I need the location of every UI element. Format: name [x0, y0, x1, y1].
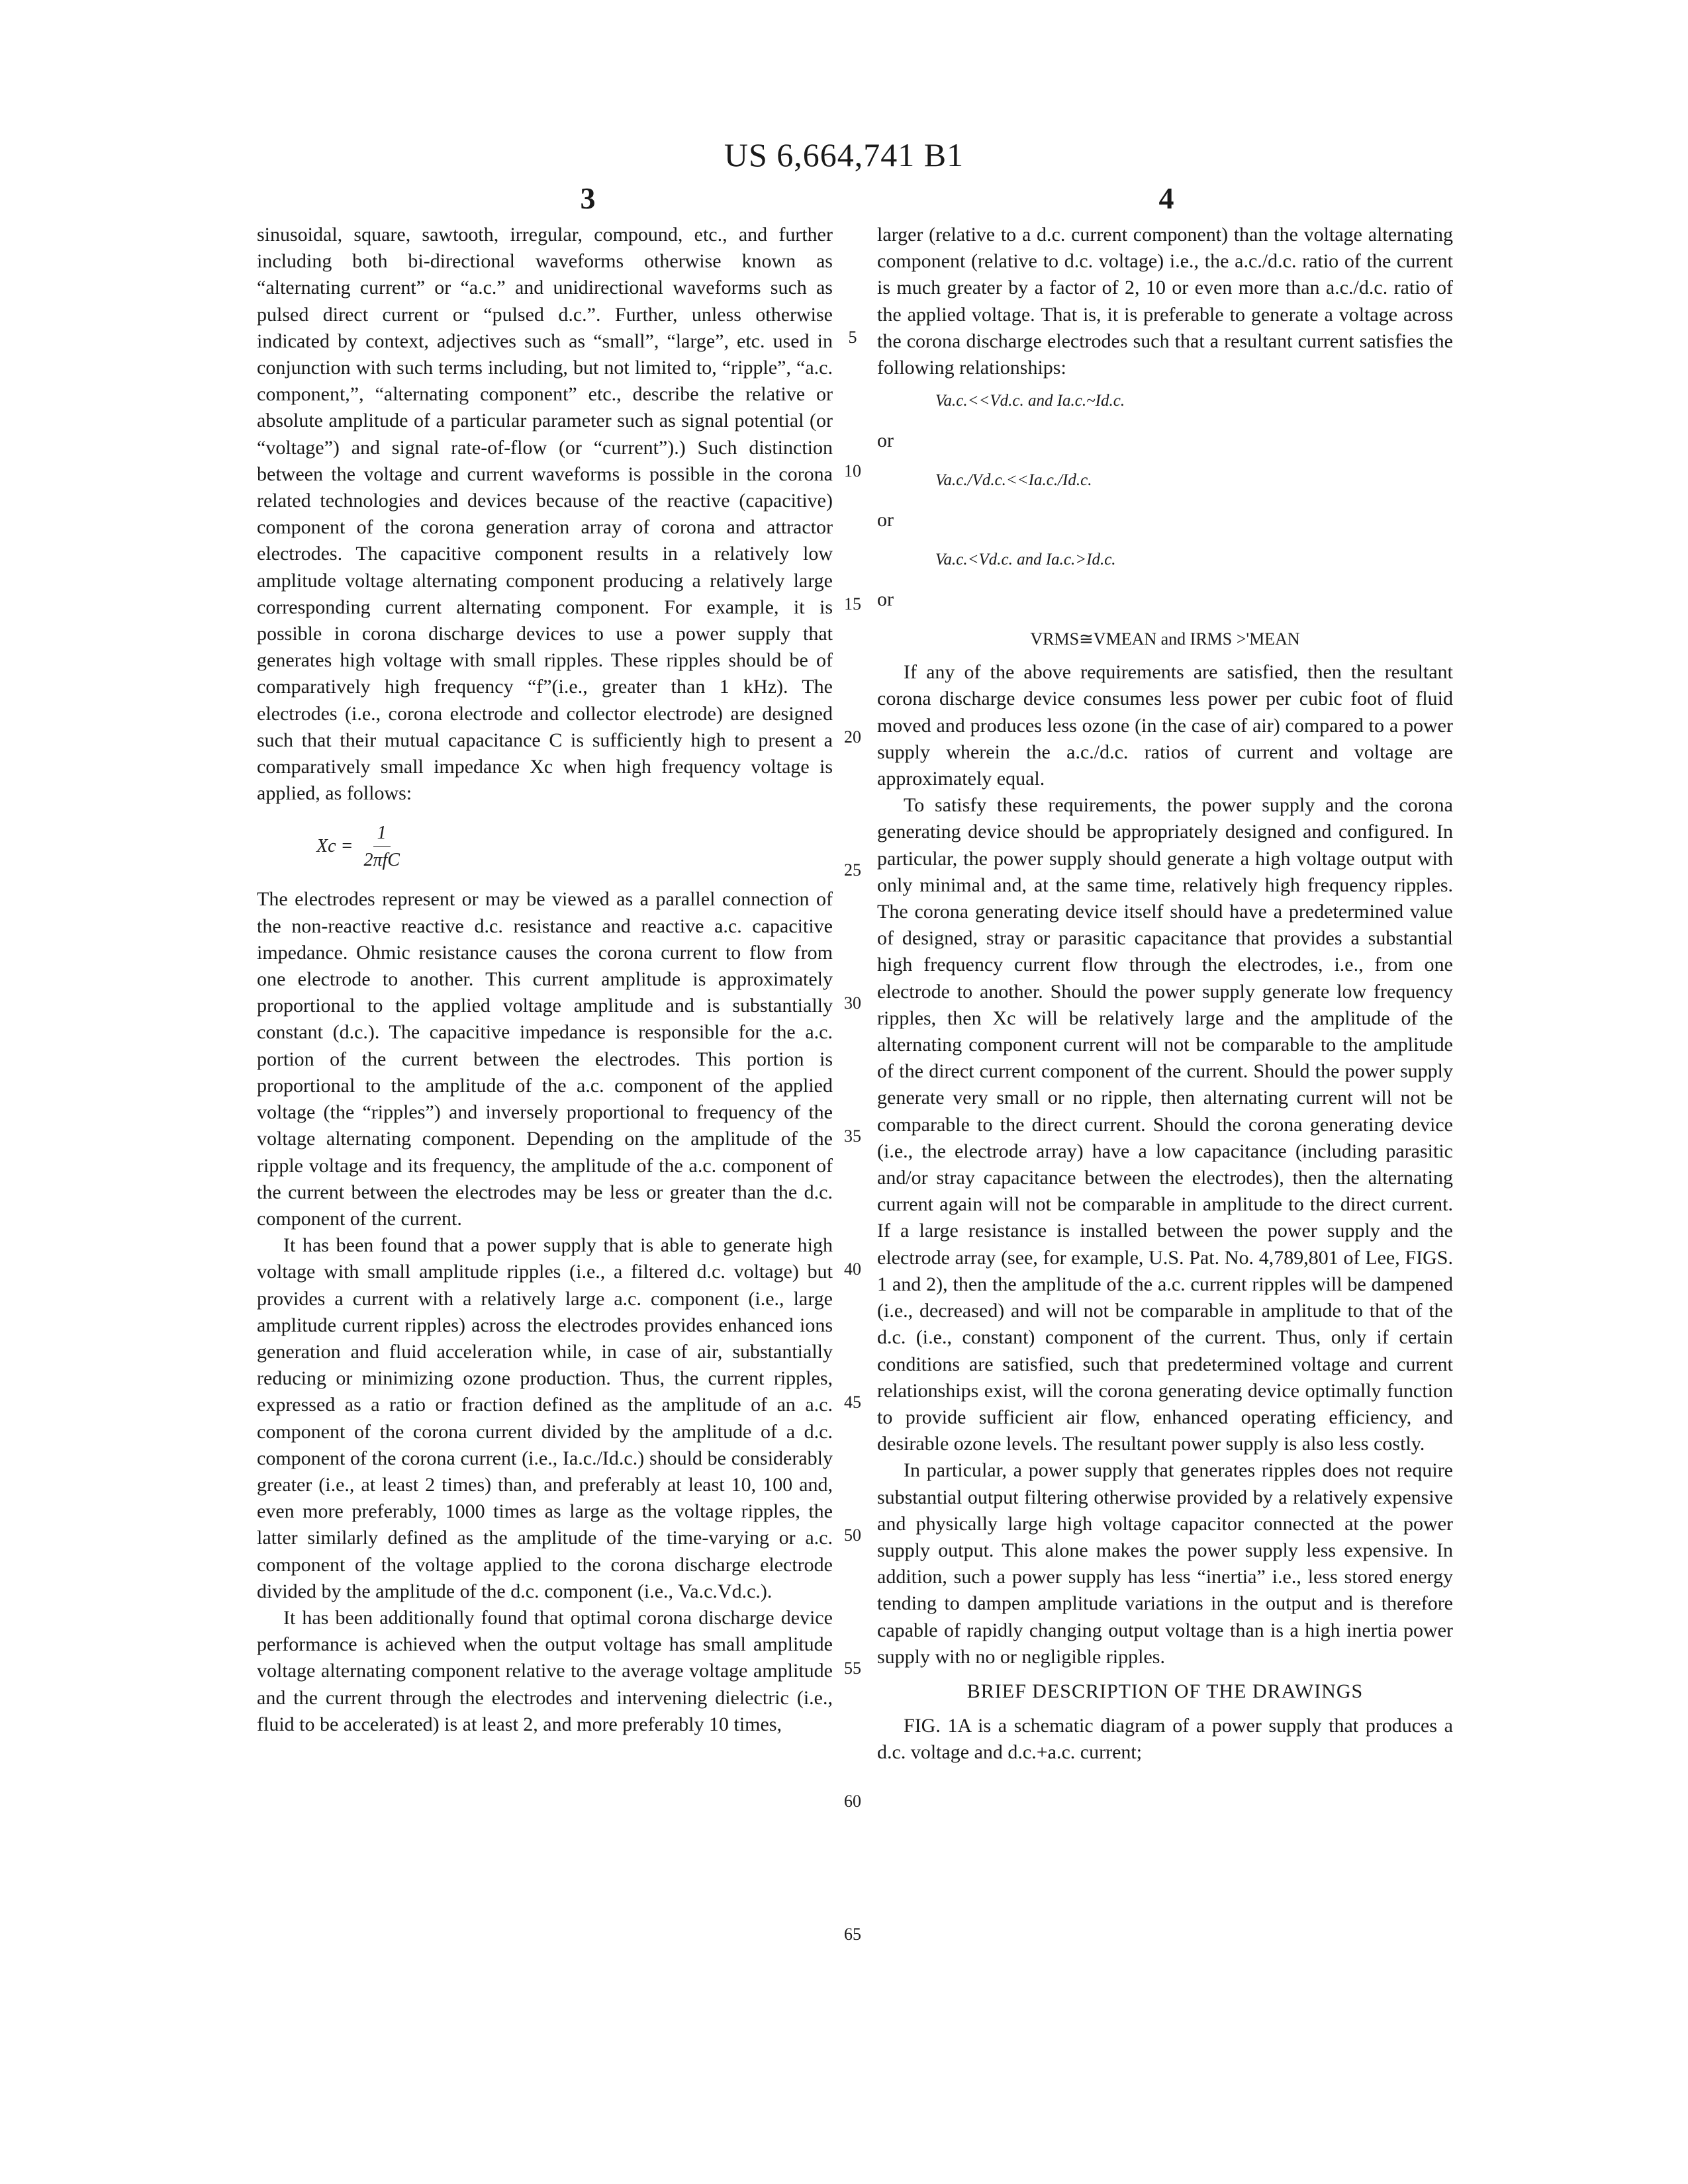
line-number: 5	[848, 328, 857, 347]
line-number: 25	[844, 860, 861, 880]
right-paragraph-4: In particular, a power supply that generates ripples does not require substantial output filtering otherwise provided by a relatively expensive and physically large high voltage capacitor connected at the power supply output. This alone makes the power supply less expensive. In addition, such a power supply has less “inertia” i.e., less stored energy tending to dampen amplitude variations in the output and is therefore capable of rapidly changing output voltage than is a high inertia power supply with no or negligible ripples.	[877, 1459, 1453, 1668]
left-column	[257, 222, 833, 1738]
left-paragraph-3: It has been found that a power supply that is able to generate high voltage with small amplitude ripples (i.e., a filtered d.c. voltage) but provides a current with a relatively large a.c. component (i.e., large amplitude current ripples) across the electrodes provides enhanced ions generation and fluid acceleration while, in case of air, substantially reducing or minimizing ozone production. Thus, the current ripples, expressed as a ratio or fraction defined as the amplitude of an a.c. component of the corona current divided by the amplitude of a d.c. component of the corona current (i.e., Ia.c./Id.c.) should be considerably greater (i.e., at least 2 times) than, and preferably at least 10, 100 and, even more preferably, 1000 times as large as the voltage ripples, the latter similarly defined as the amplitude of the time-varying or a.c. component of the voltage applied to the corona discharge electrode divided by the amplitude of the d.c. component (i.e., Va.c.Vd.c.).	[257, 1234, 833, 1602]
line-number: 60	[844, 1792, 861, 1811]
left-column-number: 3	[580, 181, 596, 215]
relationship-equation-4: VRMS≅VMEAN and IRMS >'MEAN	[1030, 629, 1300, 649]
relationship-equation-1: Va.c.<<Vd.c. and Ia.c.~Id.c.	[935, 392, 1125, 410]
or-separator: or	[877, 509, 894, 531]
left-paragraph-4: It has been additionally found that optimal corona discharge device performance is achieved when the output voltage has small amplitude voltage alternating component relative to the average voltage amplitude and the current through the electrodes and intervening dielectric (i.e., fluid to be accelerated) is at least 2, and more preferably 10 times,	[257, 1606, 833, 1735]
capacitive-impedance-formula	[257, 807, 833, 886]
formula-fraction	[359, 820, 403, 874]
relationship-equation-2: Va.c./Vd.c.<<Ia.c./Id.c.	[935, 471, 1092, 490]
formula-denominator: 2πfC	[363, 849, 400, 870]
right-paragraph-3: To satisfy these requirements, the power supply and the corona generating device should be appropriately designed and configured. In particular, the power supply should generate a high voltage output with only minimal and, at the same time, relatively high frequency ripples. The corona generating device itself should have a predetermined value of designed, stray or parasitic capacitance that provides a substantial high frequency current flow through the electrodes, i.e., from one electrode to another. Should the power supply generate low frequency ripples, then Xc will be relatively large and the amplitude of the alternating component current will not be comparable to the amplitude of the direct current component of the current. Should the power supply generate very small or no ripple, then alternating current will not be comparable to the direct current. Should the corona generating device (i.e., the electrode array) have a low capacitance (including parasitic and/or stray capacitance between the electrodes), then the alternating current again will not be comparable in amplitude to the direct current. If a large resistance is installed between the power supply and the electrode array (see, for example, U.S. Pat. No. 4,789,801 of Lee, FIGS. 1 and 2), then the amplitude of the a.c. current ripples will be dampened (i.e., decreased) and will not be comparable in amplitude to that of the d.c. (i.e., constant) component of the current. Thus, only if certain conditions are satisfied, such that predetermined voltage and current relationships exist, will the corona generating device optimally function to provide sufficient air flow, enhanced operating efficiency, and desirable ozone levels. The resultant power supply is also less costly.	[877, 794, 1453, 1455]
right-paragraph-5: FIG. 1A is a schematic diagram of a power supply that produces a d.c. voltage and d.c.+a.c. current;	[877, 1715, 1453, 1764]
line-number: 45	[844, 1392, 861, 1412]
line-number: 30	[844, 993, 861, 1013]
right-paragraph-1: larger (relative to a d.c. current component) than the voltage alternating component (relative to d.c. voltage) i.e., the a.c./d.c. ratio of the current is much greater by a factor of 2, 10 or even more than a.c./d.c. ratio of the applied voltage. That is, it is preferable to generate a voltage across the corona discharge electrodes such that a resultant current satisfies the following relationships:	[877, 224, 1453, 379]
formula-lhs: Xc =	[316, 836, 353, 857]
section-heading: BRIEF DESCRIPTION OF THE DRAWINGS	[966, 1680, 1364, 1702]
formula-numerator: 1	[373, 820, 391, 847]
patent-number: US 6,664,741 B1	[724, 136, 964, 173]
line-number: 20	[844, 727, 861, 747]
left-paragraph-2: The electrodes represent or may be viewed as a parallel connection of the non-reactive reactive d.c. resistance and reactive a.c. capacitive impedance. Ohmic resistance causes the corona current to flow from one electrode to another. This current amplitude is approximately proportional to the applied voltage amplitude and is substantially constant (d.c.). The capacitive impedance is responsible for the a.c. portion of the current between the electrodes. This portion is proportional to the amplitude of the a.c. component of the applied voltage (the “ripples”) and inversely proportional to frequency of the voltage alternating component. Depending on the amplitude of the ripple voltage and its frequency, the amplitude of the a.c. component of the current between the electrodes may be less or greater than the d.c. component of the current.	[257, 888, 833, 1230]
line-number: 40	[844, 1259, 861, 1279]
line-number: 55	[844, 1659, 861, 1678]
or-separator: or	[877, 588, 894, 611]
left-paragraph-1: sinusoidal, square, sawtooth, irregular, compound, etc., and further including both bi-directional waveforms otherwise known as “alternating current” or “a.c.” and unidirectional waveforms such as pulsed direct current or “pulsed d.c.”. Further, unless otherwise indicated by context, adjectives such as “small”, “large”, etc. used in conjunction with such terms including, but not limited to, “ripple”, “a.c. component,”, “alternating component” etc., describe the relative or absolute amplitude of a particular parameter such as signal potential (or “voltage”) and signal rate-of-flow (or “current”).) Such distinction between the voltage and current waveforms is possible in the corona related technologies and devices because of the reactive (capacitive) component of the corona generation array of corona and attractor electrodes. The capacitive component results in a relatively low amplitude voltage alternating component producing a relatively large corresponding current alternating component. For example, it is possible in corona discharge devices to use a power supply that generates high voltage with small ripples. These ripples should be of comparatively high frequency “f”(i.e., greater than 1 kHz). The electrodes (i.e., corona electrode and collector electrode) are designed such that their mutual capacitance C is sufficiently high to present a comparatively small impedance Xc when high frequency voltage is applied, as follows:	[257, 224, 833, 805]
right-column	[877, 222, 1453, 1766]
line-number: 65	[844, 1925, 861, 1944]
right-paragraph-2: If any of the above requirements are satisfied, then the resultant corona discharge device consumes less power per cubic foot of fluid moved and produces less ozone (in the case of air) compared to a power supply wherein the a.c./d.c. ratios of current and voltage are approximately equal.	[877, 661, 1453, 790]
or-separator: or	[877, 430, 894, 452]
right-column-number: 4	[1158, 181, 1174, 215]
line-number: 15	[844, 594, 861, 614]
line-number: 10	[844, 461, 861, 480]
relationship-equation-3: Va.c.<Vd.c. and Ia.c.>Id.c.	[935, 551, 1116, 569]
line-number: 50	[844, 1525, 861, 1545]
line-number: 35	[844, 1126, 861, 1146]
